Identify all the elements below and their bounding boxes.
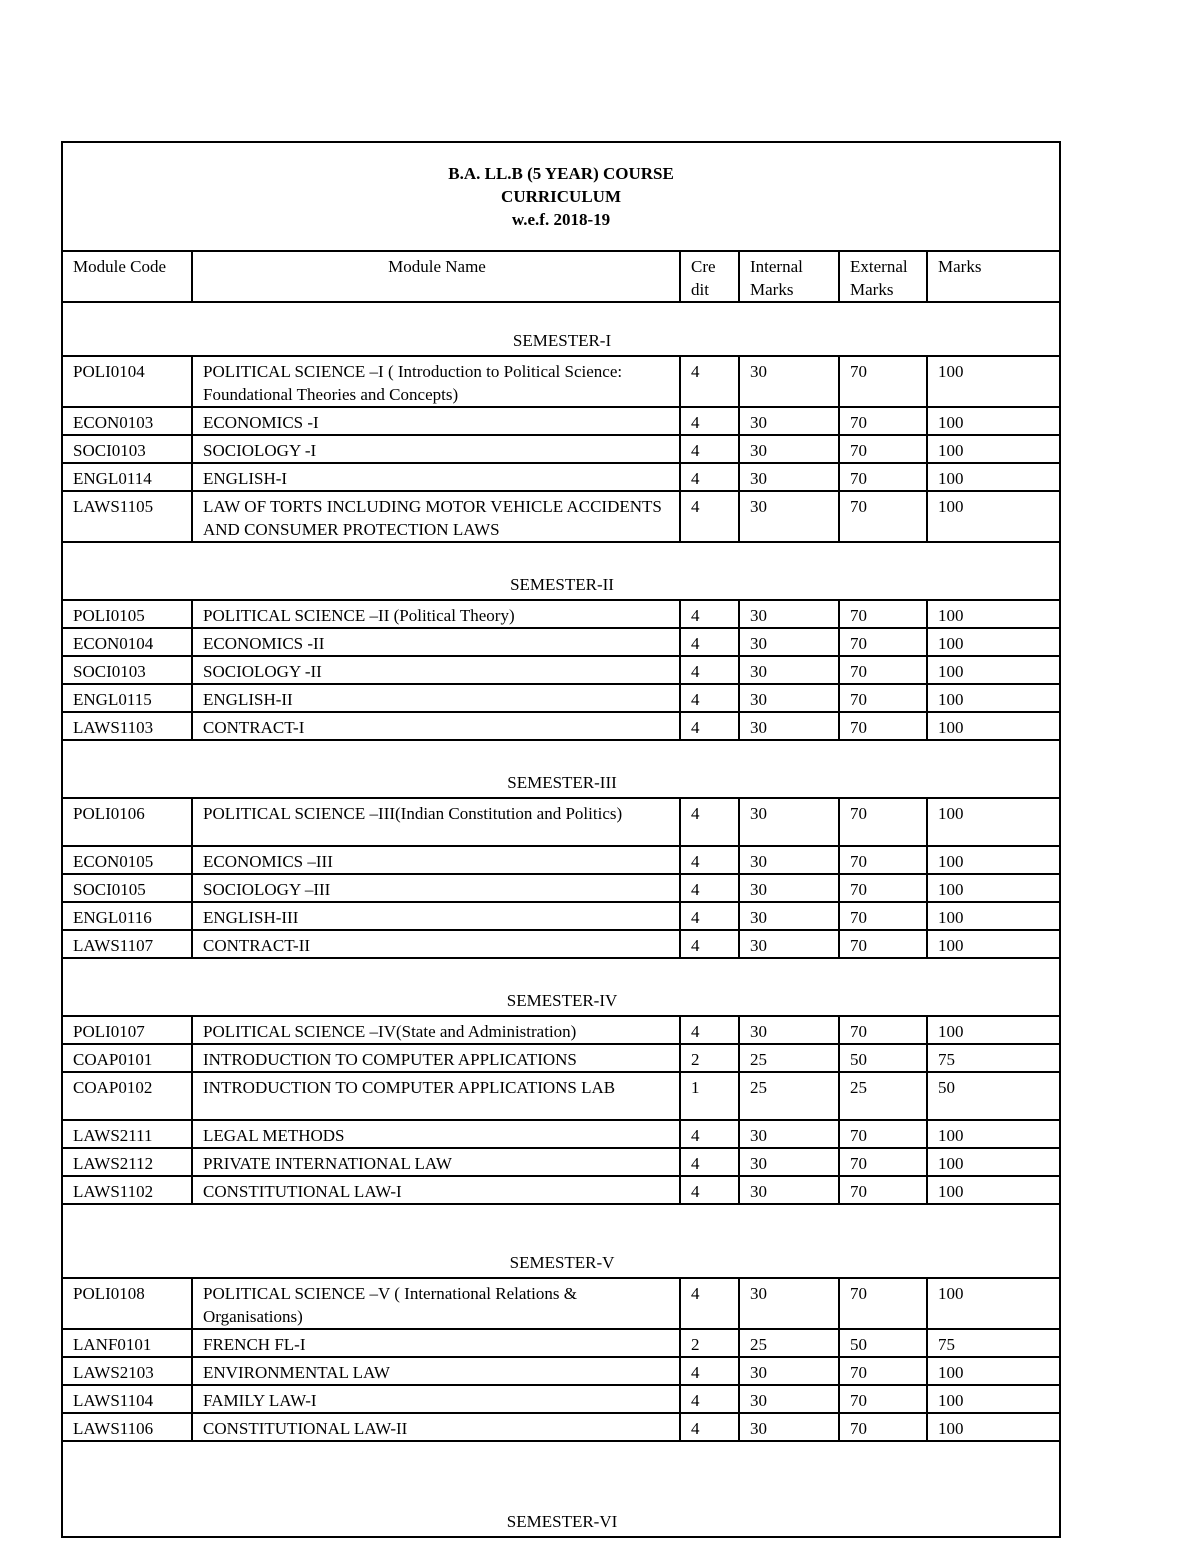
curriculum-table [61, 141, 1061, 1538]
cell-credit: 4 [680, 798, 739, 846]
cell-credit: 4 [680, 712, 739, 740]
cell-credit: 4 [680, 930, 739, 958]
cell-marks: 100 [927, 1413, 1060, 1441]
cell-marks: 100 [927, 930, 1060, 958]
cell-code: LAWS1103 [62, 712, 192, 740]
cell-marks: 100 [927, 798, 1060, 846]
cell-code: LAWS1105 [62, 491, 192, 542]
cell-external: 70 [839, 846, 927, 874]
table-row [62, 846, 1060, 874]
cell-external: 70 [839, 684, 927, 712]
cell-external: 50 [839, 1329, 927, 1357]
cell-name: POLITICAL SCIENCE –I ( Introduction to Political Science: Foundational Theories and Concepts) [192, 356, 680, 407]
semester-heading-row [62, 302, 1060, 356]
cell-internal: 30 [739, 902, 839, 930]
table-row [62, 407, 1060, 435]
cell-external: 70 [839, 1357, 927, 1385]
cell-marks: 100 [927, 463, 1060, 491]
cell-marks: 75 [927, 1329, 1060, 1357]
cell-marks: 100 [927, 846, 1060, 874]
cell-external: 70 [839, 712, 927, 740]
cell-code: LAWS2111 [62, 1120, 192, 1148]
cell-credit: 4 [680, 407, 739, 435]
semester-heading: SEMESTER-V [62, 1204, 1060, 1278]
cell-external: 70 [839, 930, 927, 958]
title-line-course: B.A. LL.B (5 YEAR) COURSE [448, 164, 674, 183]
cell-code: COAP0102 [62, 1072, 192, 1120]
cell-marks: 100 [927, 600, 1060, 628]
cell-code: POLI0106 [62, 798, 192, 846]
semester-heading-row [62, 1204, 1060, 1278]
cell-marks: 100 [927, 712, 1060, 740]
header-module-code: Module Code [62, 251, 192, 302]
cell-marks: 100 [927, 1385, 1060, 1413]
cell-code: ENGL0114 [62, 463, 192, 491]
cell-internal: 30 [739, 874, 839, 902]
cell-name: PRIVATE INTERNATIONAL LAW [192, 1148, 680, 1176]
cell-internal: 30 [739, 600, 839, 628]
table-row [62, 1329, 1060, 1357]
cell-external: 70 [839, 1148, 927, 1176]
cell-code: POLI0104 [62, 356, 192, 407]
cell-internal: 30 [739, 1357, 839, 1385]
cell-marks: 100 [927, 491, 1060, 542]
semester-heading-row [62, 542, 1060, 600]
cell-name: ECONOMICS –III [192, 846, 680, 874]
cell-marks: 50 [927, 1072, 1060, 1120]
cell-external: 70 [839, 435, 927, 463]
cell-internal: 30 [739, 1278, 839, 1329]
table-row [62, 798, 1060, 846]
table-row [62, 684, 1060, 712]
header-external-marks [839, 251, 927, 302]
cell-credit: 4 [680, 902, 739, 930]
table-row [62, 463, 1060, 491]
cell-marks: 100 [927, 1120, 1060, 1148]
cell-name: POLITICAL SCIENCE –IV(State and Administration) [192, 1016, 680, 1044]
cell-external: 70 [839, 628, 927, 656]
header-internal-line1: Internal [750, 257, 803, 276]
cell-name: ENVIRONMENTAL LAW [192, 1357, 680, 1385]
table-header-row [62, 251, 1060, 302]
cell-marks: 100 [927, 1278, 1060, 1329]
cell-credit: 4 [680, 1016, 739, 1044]
table-row [62, 1016, 1060, 1044]
table-row [62, 656, 1060, 684]
cell-name: POLITICAL SCIENCE –II (Political Theory) [192, 600, 680, 628]
cell-internal: 30 [739, 491, 839, 542]
cell-code: LAWS1104 [62, 1385, 192, 1413]
table-row [62, 902, 1060, 930]
table-row [62, 1385, 1060, 1413]
cell-external: 50 [839, 1044, 927, 1072]
cell-credit: 4 [680, 491, 739, 542]
semester-heading: SEMESTER-VI [62, 1441, 1060, 1537]
cell-external: 70 [839, 798, 927, 846]
cell-name: ECONOMICS -I [192, 407, 680, 435]
cell-marks: 75 [927, 1044, 1060, 1072]
cell-code: LAWS1107 [62, 930, 192, 958]
cell-name: FAMILY LAW-I [192, 1385, 680, 1413]
cell-credit: 4 [680, 656, 739, 684]
title-line-curriculum: CURRICULUM [501, 187, 621, 206]
cell-external: 70 [839, 902, 927, 930]
cell-credit: 4 [680, 463, 739, 491]
cell-external: 70 [839, 1413, 927, 1441]
cell-name: FRENCH FL-I [192, 1329, 680, 1357]
cell-internal: 30 [739, 407, 839, 435]
cell-internal: 30 [739, 1413, 839, 1441]
cell-code: ECON0105 [62, 846, 192, 874]
cell-code: SOCI0103 [62, 435, 192, 463]
cell-code: LAWS1102 [62, 1176, 192, 1204]
cell-internal: 30 [739, 463, 839, 491]
cell-name: POLITICAL SCIENCE –V ( International Relations & Organisations) [192, 1278, 680, 1329]
cell-internal: 30 [739, 1148, 839, 1176]
cell-code: POLI0107 [62, 1016, 192, 1044]
cell-marks: 100 [927, 1357, 1060, 1385]
cell-credit: 2 [680, 1329, 739, 1357]
title-line-effective-date: w.e.f. 2018-19 [511, 210, 611, 229]
semester-heading: SEMESTER-III [62, 740, 1060, 798]
cell-code: LANF0101 [62, 1329, 192, 1357]
cell-external: 70 [839, 874, 927, 902]
cell-internal: 30 [739, 435, 839, 463]
cell-internal: 30 [739, 356, 839, 407]
header-external-line1: External [850, 257, 908, 276]
cell-external: 70 [839, 463, 927, 491]
cell-name: CONTRACT-II [192, 930, 680, 958]
header-credit-line1: Cre [691, 257, 716, 276]
curriculum-page [61, 141, 1059, 1538]
cell-internal: 30 [739, 1016, 839, 1044]
cell-name: ENGLISH-III [192, 902, 680, 930]
cell-internal: 30 [739, 1120, 839, 1148]
cell-marks: 100 [927, 1148, 1060, 1176]
cell-external: 70 [839, 1120, 927, 1148]
cell-marks: 100 [927, 435, 1060, 463]
cell-name: CONSTITUTIONAL LAW-I [192, 1176, 680, 1204]
cell-internal: 25 [739, 1072, 839, 1120]
header-credit [680, 251, 739, 302]
table-row [62, 1072, 1060, 1120]
cell-marks: 100 [927, 902, 1060, 930]
cell-marks: 100 [927, 407, 1060, 435]
cell-credit: 4 [680, 1385, 739, 1413]
cell-name: CONTRACT-I [192, 712, 680, 740]
table-row [62, 1278, 1060, 1329]
table-row [62, 1413, 1060, 1441]
cell-name: ENGLISH-II [192, 684, 680, 712]
header-internal-line2: Marks [750, 280, 794, 299]
cell-name: ENGLISH-I [192, 463, 680, 491]
cell-marks: 100 [927, 874, 1060, 902]
cell-external: 70 [839, 356, 927, 407]
header-module-name: Module Name [192, 251, 680, 302]
cell-internal: 30 [739, 628, 839, 656]
cell-name: INTRODUCTION TO COMPUTER APPLICATIONS [192, 1044, 680, 1072]
semester-heading: SEMESTER-I [62, 302, 1060, 356]
cell-code: LAWS2103 [62, 1357, 192, 1385]
cell-internal: 30 [739, 684, 839, 712]
cell-code: ENGL0116 [62, 902, 192, 930]
header-marks: Marks [927, 251, 1060, 302]
cell-marks: 100 [927, 1016, 1060, 1044]
semester-heading-row [62, 1441, 1060, 1537]
cell-external: 70 [839, 656, 927, 684]
cell-external: 70 [839, 1016, 927, 1044]
cell-marks: 100 [927, 656, 1060, 684]
cell-marks: 100 [927, 1176, 1060, 1204]
cell-internal: 30 [739, 656, 839, 684]
cell-credit: 4 [680, 1413, 739, 1441]
cell-marks: 100 [927, 684, 1060, 712]
cell-name: SOCIOLOGY -II [192, 656, 680, 684]
cell-internal: 30 [739, 712, 839, 740]
table-row [62, 930, 1060, 958]
cell-external: 70 [839, 1385, 927, 1413]
cell-name: CONSTITUTIONAL LAW-II [192, 1413, 680, 1441]
cell-credit: 4 [680, 1120, 739, 1148]
cell-internal: 30 [739, 846, 839, 874]
cell-internal: 25 [739, 1044, 839, 1072]
cell-credit: 2 [680, 1044, 739, 1072]
cell-credit: 1 [680, 1072, 739, 1120]
cell-name: ECONOMICS -II [192, 628, 680, 656]
cell-credit: 4 [680, 684, 739, 712]
cell-credit: 4 [680, 628, 739, 656]
cell-external: 70 [839, 407, 927, 435]
table-row [62, 435, 1060, 463]
cell-marks: 100 [927, 356, 1060, 407]
cell-code: ENGL0115 [62, 684, 192, 712]
header-credit-line2: dit [691, 280, 709, 299]
cell-code: POLI0108 [62, 1278, 192, 1329]
semester-heading-row [62, 740, 1060, 798]
table-row [62, 1357, 1060, 1385]
table-row [62, 1120, 1060, 1148]
cell-credit: 4 [680, 846, 739, 874]
table-row [62, 600, 1060, 628]
cell-internal: 30 [739, 1385, 839, 1413]
table-row [62, 1176, 1060, 1204]
semester-heading-row [62, 958, 1060, 1016]
table-row [62, 874, 1060, 902]
cell-code: POLI0105 [62, 600, 192, 628]
cell-credit: 4 [680, 356, 739, 407]
table-row [62, 356, 1060, 407]
cell-external: 70 [839, 1278, 927, 1329]
table-row [62, 1044, 1060, 1072]
cell-internal: 30 [739, 798, 839, 846]
cell-name: SOCIOLOGY –III [192, 874, 680, 902]
document-title [62, 142, 1060, 251]
cell-credit: 4 [680, 1278, 739, 1329]
cell-name: POLITICAL SCIENCE –III(Indian Constitution and Politics) [192, 798, 680, 846]
cell-code: ECON0103 [62, 407, 192, 435]
cell-code: LAWS1106 [62, 1413, 192, 1441]
table-row [62, 1148, 1060, 1176]
cell-credit: 4 [680, 1357, 739, 1385]
header-external-line2: Marks [850, 280, 894, 299]
semester-heading: SEMESTER-IV [62, 958, 1060, 1016]
cell-credit: 4 [680, 1176, 739, 1204]
cell-external: 70 [839, 600, 927, 628]
cell-code: COAP0101 [62, 1044, 192, 1072]
cell-marks: 100 [927, 628, 1060, 656]
cell-credit: 4 [680, 874, 739, 902]
cell-code: ECON0104 [62, 628, 192, 656]
cell-internal: 25 [739, 1329, 839, 1357]
cell-code: SOCI0103 [62, 656, 192, 684]
cell-credit: 4 [680, 600, 739, 628]
table-row [62, 628, 1060, 656]
header-internal-marks [739, 251, 839, 302]
cell-external: 25 [839, 1072, 927, 1120]
cell-credit: 4 [680, 435, 739, 463]
semester-heading: SEMESTER-II [62, 542, 1060, 600]
table-row [62, 491, 1060, 542]
cell-name: SOCIOLOGY -I [192, 435, 680, 463]
cell-name: LEGAL METHODS [192, 1120, 680, 1148]
cell-external: 70 [839, 1176, 927, 1204]
cell-name: INTRODUCTION TO COMPUTER APPLICATIONS LAB [192, 1072, 680, 1120]
cell-external: 70 [839, 491, 927, 542]
cell-internal: 30 [739, 930, 839, 958]
cell-name: LAW OF TORTS INCLUDING MOTOR VEHICLE ACCIDENTS AND CONSUMER PROTECTION LAWS [192, 491, 680, 542]
table-row [62, 712, 1060, 740]
cell-internal: 30 [739, 1176, 839, 1204]
cell-code: SOCI0105 [62, 874, 192, 902]
cell-credit: 4 [680, 1148, 739, 1176]
cell-code: LAWS2112 [62, 1148, 192, 1176]
